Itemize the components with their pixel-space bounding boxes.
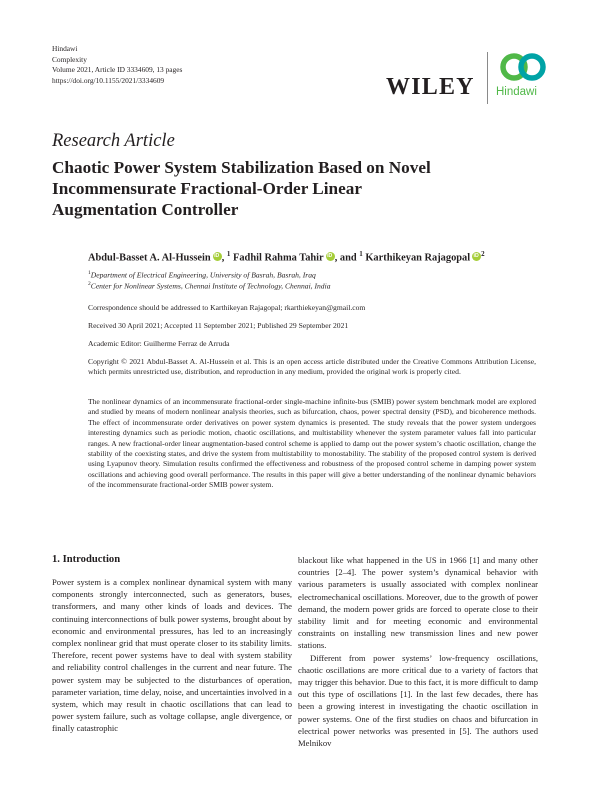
author-name[interactable]: Abdul-Basset A. Al-Hussein (88, 252, 211, 264)
affiliation (88, 270, 316, 280)
body-column-right (298, 554, 538, 749)
copyright-notice: Copyright © 2021 Abdul-Basset A. Al-Hussein et al. This is an open access article distributed under the Creative Commons Attribution License, which permits unrestricted use, distribution, and reproduction in any medium, provided the original work is properly cited. (88, 357, 536, 377)
title-line: Chaotic Power System Stabilization Based on Novel (52, 158, 431, 177)
body-column-left (52, 576, 292, 735)
affiliation-number: 2 (88, 281, 91, 287)
author-affil-marker: 1 (359, 250, 363, 258)
hindawi-logo-text: Hindawi (496, 86, 537, 98)
volume-line: Volume 2021, Article ID 3334609, 13 pages (52, 65, 183, 74)
affiliation (88, 281, 331, 291)
body-paragraph: blackout like what happened in the US in 1966 [1] and many other countries [2–4]. The power system’s dynamical behavior with various parameters is usually associated with complex nonlinear electromechanical oscillations. Moreover, due to the growth of power demand, the modern power grids are forced to operate close to their stability limit and for meeting economic and environmental constraints on installing new transmission lines and new power stations. (298, 555, 538, 651)
correspondence: Correspondence should be addressed to Karthikeyan Rajagopal; rkarthiekeyan@gmail.com (88, 303, 366, 312)
author-list (88, 250, 485, 263)
affiliation-text: Department of Electrical Engineering, University of Basrah, Basrah, Iraq (90, 270, 316, 280)
academic-editor: Academic Editor: Guilherme Ferraz de Arruda (88, 339, 230, 348)
body-paragraph: Different from power systems’ low-frequency oscillations, chaotic oscillations are more critical due to a variety of factors that may trigger this behavior. Due to this fact, it is more difficult to damp out this type of oscillations [1]. In the last few decades, there has been a growing interest in investigating the chaotic oscillation in power systems. One of the first studies on chaos and bifurcation in electrical power networks was presented in [5]. The authors used Melnikov (298, 652, 538, 749)
orcid-icon[interactable] (213, 252, 222, 261)
body-paragraph: Power system is a complex nonlinear dynamical system with many components strongly interconnected, such as generators, buses, transformers, and many other kinds of loads and devices. The continuing interconnections of bulk power systems, brought about by economic and environmental pressures, has led to an increasingly complex nonlinear grid that must operate closer to its stability limits. Therefore, recent power systems have to deal with system stability and reliability control challenges in the current and near future. The power system may be subjected to the disturbances of operation, parameter variation, time delay, noise, and uncertainties involved in a system, which may result in chaotic oscillations that can lead to power system failure, such as voltage collapse, angle divergence, or finally catastrophic (52, 577, 292, 734)
hindawi-logo-icon (496, 50, 552, 86)
title-line: Incommensurate Fractional-Order Linear (52, 179, 362, 198)
affiliation-number: 1 (88, 270, 91, 276)
author-separator: , (221, 252, 227, 264)
wiley-logo: WILEY (386, 74, 475, 100)
author-name[interactable]: Karthikeyan Rajagopal (365, 252, 471, 264)
author-affil-marker: 2 (481, 250, 485, 258)
journal-name: Complexity (52, 54, 87, 64)
author-separator: , and (334, 252, 360, 264)
affiliation-text: Center for Nonlinear Systems, Chennai Institute of Technology, Chennai, India (90, 281, 331, 291)
title-line: Augmentation Controller (52, 200, 239, 219)
dates: Received 30 April 2021; Accepted 11 September 2021; Published 29 September 2021 (88, 321, 349, 330)
author-affil-marker: 1 (226, 250, 231, 258)
journal-meta (52, 44, 182, 86)
orcid-icon[interactable] (472, 252, 481, 261)
doi-link[interactable]: https://doi.org/10.1155/2021/3334609 (52, 75, 165, 85)
article-title (52, 157, 522, 220)
orcid-icon[interactable] (326, 252, 335, 261)
article-type: Research Article (52, 131, 175, 151)
publisher-line: Hindawi (52, 44, 78, 53)
section-heading: 1. Introduction (52, 554, 121, 565)
logo-divider (487, 52, 488, 104)
abstract: The nonlinear dynamics of an incommensurate fractional-order single-machine infinite-bus (SMIB) power system benchmark model are explored and studied by means of modern nonlinear analysis theories, such as bifurcation, chaos, power spectral density (PSD), and bicoherence methods. The effect of incommensurate order derivatives on power system dynamics is presented. The study reveals that the power system undergoes interesting dynamics such as periodic motion, chaotic oscillations, and multistability whenever the system parameter values fall into particular ranges. A new fractional-order linear augmentation-based control scheme is applied to damp out the power system’s chaotic oscillation, change the stability of the coexisting states, and drive the system from multistability to monostability. The stability of the proposed control system is derived using Lyapunov theory. Simulation results confirmed the effectiveness and robustness of the proposed control scheme in damping power system oscillations and achieving good overall performance. The results in this paper will give a better understanding of the nonlinear dynamic behaviors of the incommensurate fractional-order SMIB power system. (88, 397, 536, 490)
author-name[interactable]: Fadhil Rahma Tahir (233, 252, 324, 264)
